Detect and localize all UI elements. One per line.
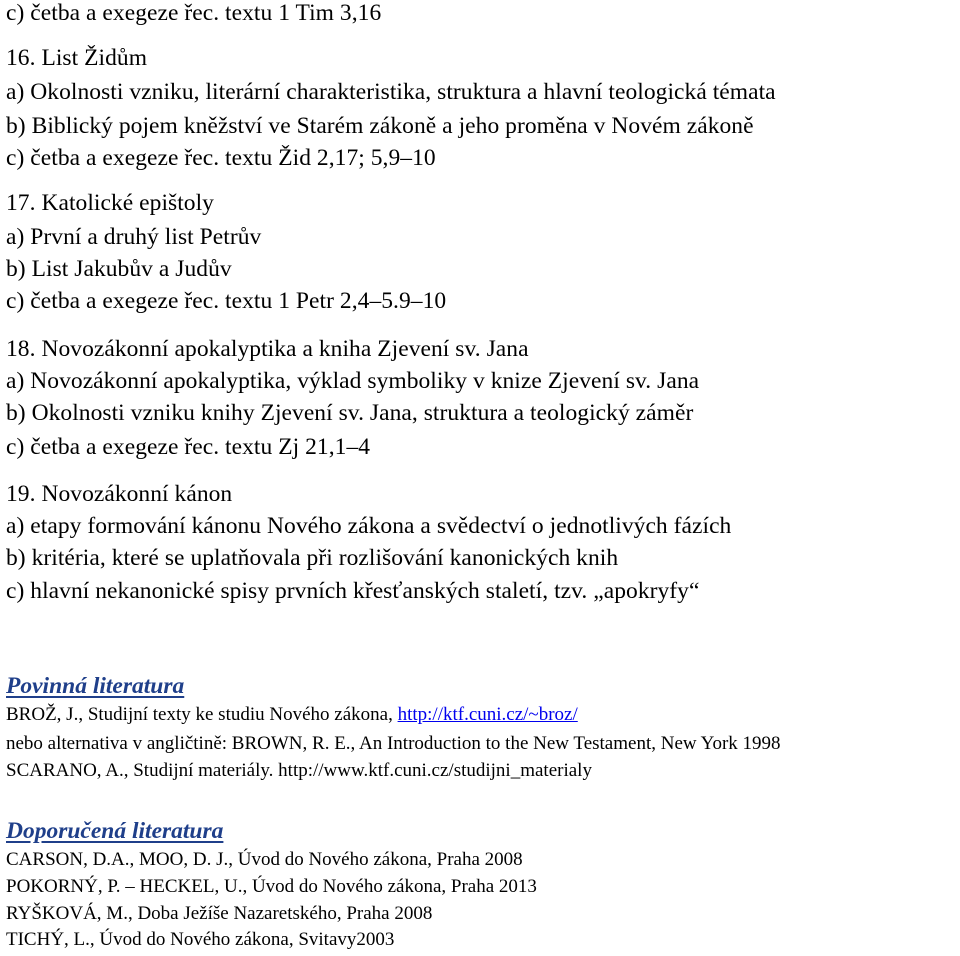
recommended-literature-heading: Doporučená literatura (6, 818, 224, 844)
section-16-item-a: a) Okolnosti vzniku, literární charakteristika, struktura a hlavní teologická témata (6, 79, 776, 105)
section-17-item-a: a) První a druhý list Petrův (6, 224, 262, 250)
section-19-title: 19. Novozákonní kánon (6, 481, 233, 507)
section-18-item-a: a) Novozákonní apokalyptika, výklad symboliky v knize Zjevení sv. Jana (6, 368, 700, 394)
section-18-item-c: c) četba a exegeze řec. textu Zj 21,1–4 (6, 434, 371, 460)
required-literature-item-2: nebo alternativa v angličtině: BROWN, R. E., An Introduction to the New Testament, New York 1998 (6, 733, 781, 754)
required-literature-item-1 (6, 704, 578, 726)
section-19-item-c: c) hlavní nekanonické spisy prvních křesťanských staletí, tzv. „apokryfy“ (6, 578, 700, 604)
required-literature-item-3: SCARANO, A., Studijní materiály. http://www.ktf.cuni.cz/studijni_materialy (6, 760, 592, 781)
section-17-item-c: c) četba a exegeze řec. textu 1 Petr 2,4–5.9–10 (6, 288, 447, 314)
section-19-item-b: b) kritéria, které se uplatňovala při rozlišování kanonických knih (6, 545, 619, 571)
recommended-literature-item: TICHÝ, L., Úvod do Nového zákona, Svitavy2003 (6, 929, 395, 950)
section-15-item-c: c) četba a exegeze řec. textu 1 Tim 3,16 (6, 0, 382, 26)
section-16-item-c: c) četba a exegeze řec. textu Žid 2,17; 5,9–10 (6, 145, 436, 171)
recommended-literature-item: RYŠKOVÁ, M., Doba Ježíše Nazaretského, Praha 2008 (6, 903, 433, 924)
section-17-item-b: b) List Jakubův a Judův (6, 256, 232, 282)
recommended-literature-item: CARSON, D.A., MOO, D. J., Úvod do Nového zákona, Praha 2008 (6, 849, 523, 870)
section-19-item-a: a) etapy formování kánonu Nového zákona a svědectví o jednotlivých fázích (6, 513, 732, 539)
required-literature-heading: Povinná literatura (6, 673, 185, 699)
required-literature-item-1-text: BROŽ, J., Studijní texty ke studiu Nového zákona, (6, 704, 398, 725)
section-16-item-b: b) Biblický pojem kněžství ve Starém zákoně a jeho proměna v Novém zákoně (6, 113, 754, 139)
section-16-title: 16. List Židům (6, 45, 148, 71)
recommended-literature-item: POKORNÝ, P. – HECKEL, U., Úvod do Nového zákona, Praha 2013 (6, 876, 537, 897)
section-17-title: 17. Katolické epištoly (6, 190, 214, 216)
broz-link[interactable]: http://ktf.cuni.cz/~broz/ (397, 704, 578, 725)
section-18-title: 18. Novozákonní apokalyptika a kniha Zjevení sv. Jana (6, 336, 529, 362)
section-18-item-b: b) Okolnosti vzniku knihy Zjevení sv. Jana, struktura a teologický záměr (6, 400, 694, 426)
